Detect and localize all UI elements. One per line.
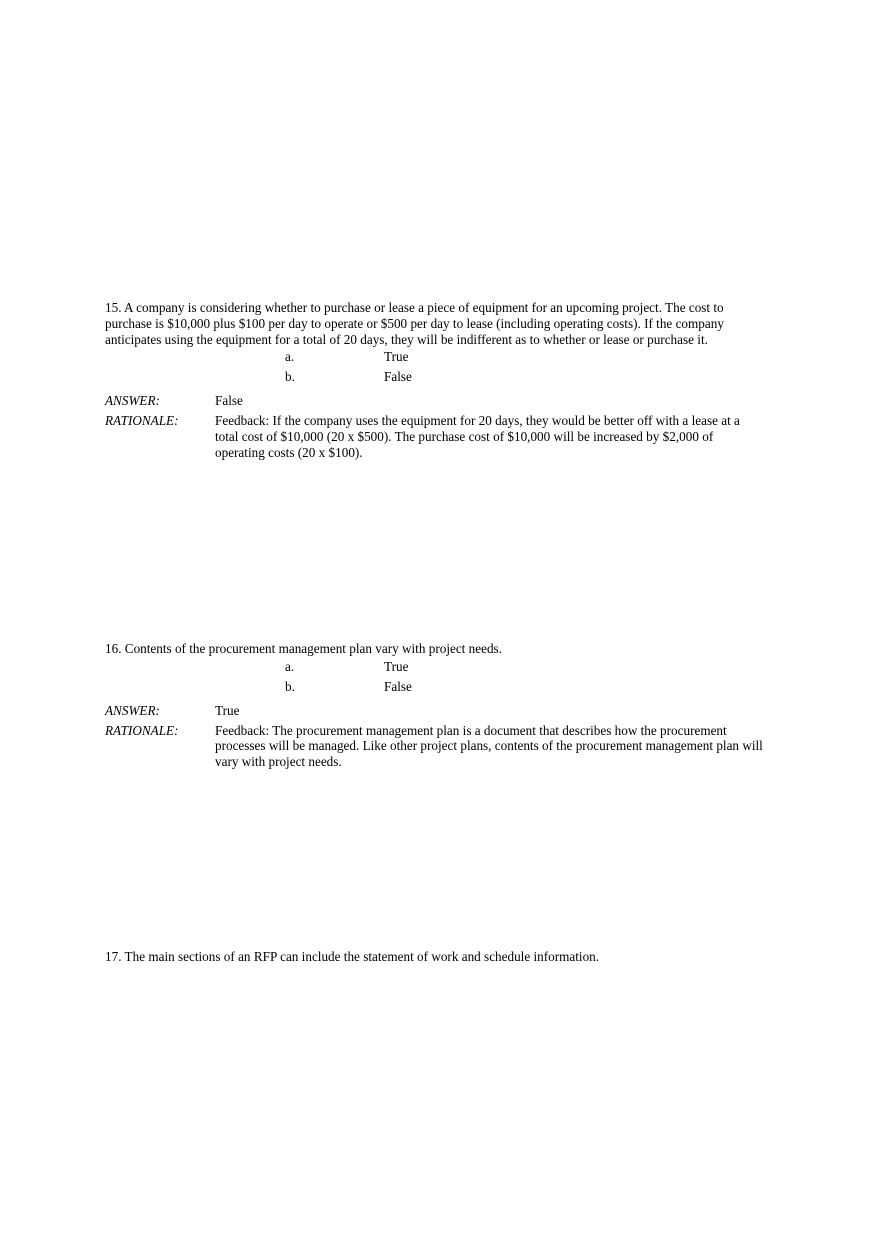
choice-b xyxy=(105,369,765,389)
choice-a xyxy=(105,659,765,679)
choice-b xyxy=(105,679,765,699)
answer-value: False xyxy=(215,393,243,409)
question-15 xyxy=(105,300,765,461)
choice-list xyxy=(105,659,765,699)
choice-text: True xyxy=(384,658,409,674)
answer-row xyxy=(105,703,765,719)
question-text: 17. The main sections of an RFP can include the statement of work and schedule information. xyxy=(105,949,600,964)
rationale-label: RATIONALE: xyxy=(105,722,179,738)
rationale-row xyxy=(105,723,765,770)
answer-label: ANSWER: xyxy=(105,393,160,409)
rationale-row xyxy=(105,413,765,460)
answer-value: True xyxy=(215,702,240,718)
rationale-value: Feedback: The procurement management plan is a document that describes how the procurement processes will be managed. Like other project plans, contents of the procurement management plan will vary with project needs. xyxy=(215,722,763,770)
question-text: 16. Contents of the procurement management plan vary with project needs. xyxy=(105,641,502,656)
choice-letter: a. xyxy=(285,349,295,365)
rationale-label: RATIONALE: xyxy=(105,413,179,429)
question-text: 15. A company is considering whether to purchase or lease a piece of equipment for an upcoming project. The cost to purchase is $10,000 plus $100 per day to operate or $500 per day to lease (including operating costs). If the company anticipates using the equipment for a total of 20 days, they will be indifferent as to whether or lease or purchase it. xyxy=(105,300,724,347)
choice-a xyxy=(105,349,765,369)
answer-label: ANSWER: xyxy=(105,702,160,718)
choice-text: True xyxy=(384,349,409,365)
rationale-value: Feedback: If the company uses the equipment for 20 days, they would be better off with a lease at a total cost of $10,000 (20 x $500). The purchase cost of $10,000 will be increased by $2,000 of operating costs (20 x $100). xyxy=(215,413,740,460)
question-17 xyxy=(105,949,765,965)
question-16 xyxy=(105,641,765,770)
choice-letter: a. xyxy=(285,658,295,674)
answer-row xyxy=(105,393,765,409)
choice-text: False xyxy=(384,678,412,694)
choice-text: False xyxy=(384,369,412,385)
choice-letter: b. xyxy=(285,678,295,694)
choice-list xyxy=(105,349,765,389)
choice-letter: b. xyxy=(285,369,295,385)
